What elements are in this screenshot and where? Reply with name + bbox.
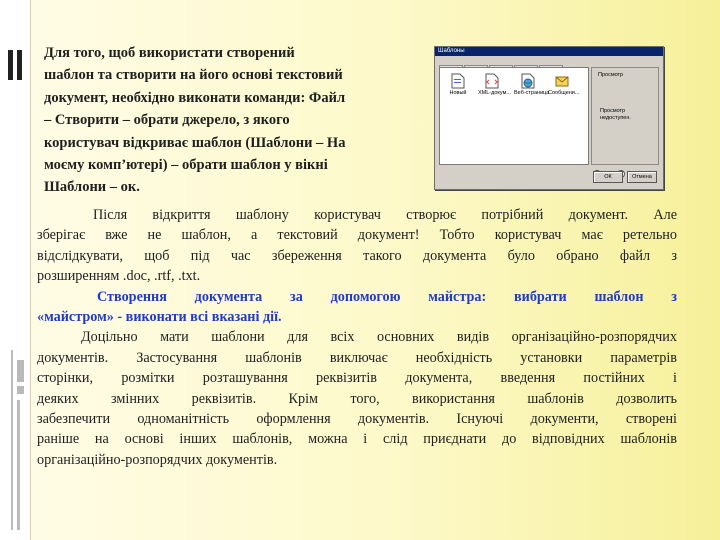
file-label: Новый — [449, 90, 467, 96]
file-label: Сообщени... — [548, 90, 580, 96]
file-item-xml[interactable] — [478, 73, 511, 96]
emphasis-line: Створення документа за допомогою майстра: вибрати шаблон з — [97, 288, 677, 305]
decor-line-1 — [11, 350, 13, 530]
para1-line: Після відкриття шаблону користувач створює потрібний документ. Але — [93, 207, 677, 223]
slide-heading — [44, 42, 426, 199]
dialog-tabs — [439, 59, 579, 67]
decor-block-2 — [17, 386, 24, 394]
para2-line: раніше на основі інших шаблонів, можна і слід приєднати до відповідних шаблонів — [37, 431, 677, 448]
body-text — [37, 205, 677, 470]
file-item-web-page[interactable] — [514, 73, 550, 96]
templates-dialog-screenshot — [434, 46, 664, 190]
para2-line: деяких змінних реквізитів. Крім того, використання шаблонів дозволить — [37, 390, 677, 407]
para2-line: сторінки, розмітки розташування реквізитів документа, введення постійних і — [37, 370, 677, 387]
decor-bar-1 — [8, 50, 13, 80]
file-item-new[interactable] — [444, 73, 472, 96]
ok-button[interactable]: ОК — [593, 171, 623, 183]
para1-line: відслідкувати, щоб під час збереження такого документа було обрано файл з — [37, 247, 677, 264]
decor-bar-2 — [17, 50, 22, 80]
decor-block-1 — [17, 360, 24, 382]
para2-line: Доцільно мати шаблони для всіх основних видів організаційно-розпорядчих — [81, 329, 677, 346]
template-file-list — [439, 67, 589, 165]
dialog-title: Шаблоны — [435, 47, 663, 56]
para2-line: забезпечити одноманітність оформлення документів. Існуючі документи, створені — [37, 411, 677, 428]
para2-line: організаційно-розпорядчих документів. — [37, 451, 278, 468]
heading-line: моєму комп’ютері) – обрати шаблон у вікні — [44, 157, 328, 174]
decor-line-2 — [17, 400, 20, 530]
heading-line: користувач відкриває шаблон (Шаблони – На — [44, 134, 346, 151]
preview-text: Просмотр недоступен. — [600, 108, 631, 121]
file-label: XML-докум... — [478, 90, 511, 96]
preview-label: Просмотр — [598, 72, 624, 78]
heading-line: Шаблони – ок. — [44, 179, 140, 196]
para1-line: розширенням .doc, .rtf, .txt. — [37, 268, 201, 285]
left-decoration-stripe — [0, 0, 31, 540]
heading-line: Для того, щоб використати створений — [44, 45, 295, 61]
preview-pane — [591, 67, 659, 165]
heading-line: – Створити – обрати джерело, з якого — [44, 112, 290, 129]
web-page-icon — [521, 73, 535, 89]
heading-line: документ, необхідно виконати команди: Файл — [44, 89, 346, 106]
document-icon — [451, 73, 465, 89]
para2-line: документів. Застосування шаблонів виключає необхідність установки параметрів — [37, 349, 677, 366]
xml-document-icon — [485, 73, 499, 89]
file-item-email[interactable] — [548, 73, 580, 96]
email-message-icon — [555, 73, 569, 89]
cancel-button[interactable]: Отмена — [627, 171, 657, 183]
para1-line: зберігає вже не шаблон, а текстовий документ! Тобто користувач має ретельно — [37, 227, 677, 244]
file-label: Веб-страница — [514, 90, 550, 96]
emphasis-line: «майстром» - виконати всі вказані дії. — [37, 309, 282, 326]
heading-line: шаблон та створити на його основі текстовий — [44, 67, 343, 84]
